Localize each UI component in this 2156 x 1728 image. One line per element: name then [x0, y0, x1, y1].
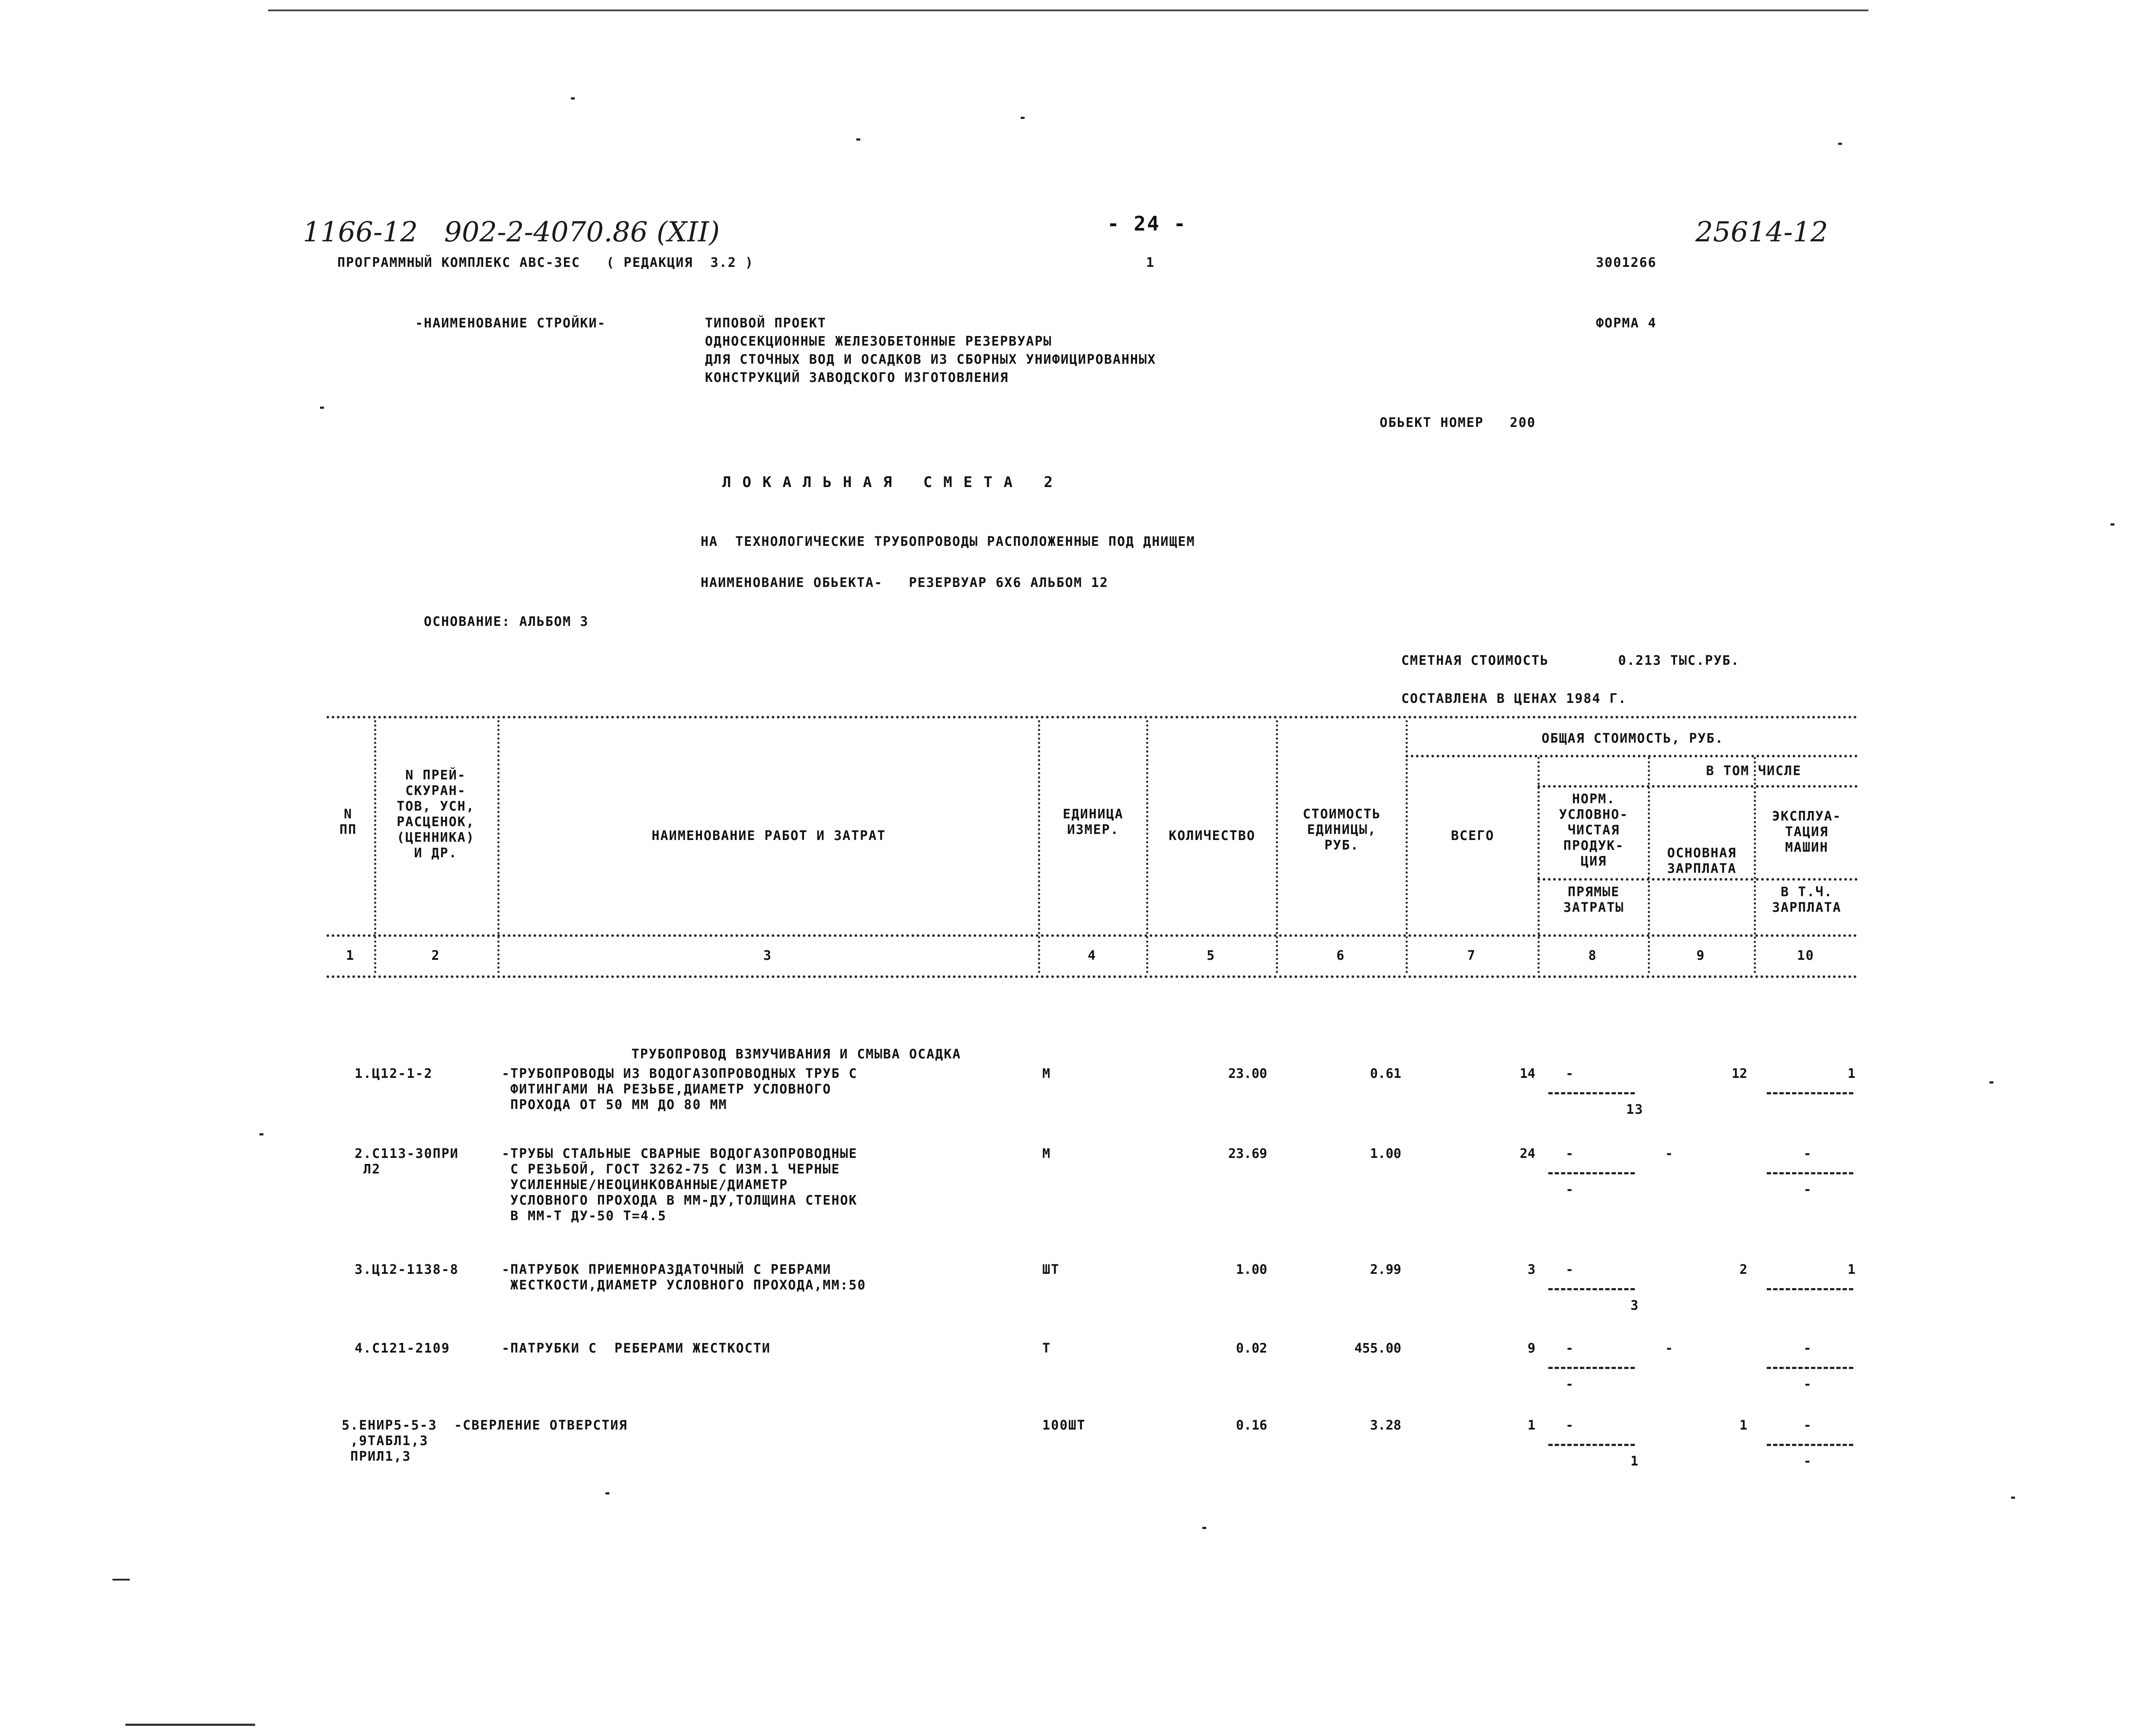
row4-c10-rule — [1767, 1367, 1853, 1369]
row1-qty: 23.00 — [1228, 1066, 1267, 1081]
section-title: ТРУБОПРОВОД ВЗМУЧИВАНИЯ И СМЫВА ОСАДКА — [631, 1047, 961, 1062]
colnum-6: 6 — [1336, 948, 1345, 963]
scan-speck — [605, 1492, 609, 1494]
header-group-total: ОБЩАЯ СТОИМОСТЬ, РУБ. — [1541, 731, 1724, 746]
scan-speck — [125, 1724, 255, 1726]
row1-c9: 12 — [1731, 1066, 1747, 1081]
row2-c10-rule — [1767, 1172, 1853, 1174]
handwritten-sheet-number: 25614-12 — [1695, 216, 1828, 248]
sub-divider — [1538, 878, 1858, 881]
row2-c10b: - — [1803, 1182, 1813, 1197]
row5-name: -СВЕРЛЕНИЕ ОТВЕРСТИЯ — [454, 1418, 628, 1433]
row5-c8b: 1 — [1630, 1454, 1640, 1469]
header-col10-top: ЭКСПЛУА- ТАЦИЯ МАШИН — [1772, 809, 1842, 855]
project-line-1: ТИПОВОЙ ПРОЕКТ — [705, 316, 827, 331]
incl-divider — [1538, 785, 1858, 788]
row5-c10b: - — [1803, 1454, 1813, 1469]
header-col8-bottom: ПРЯМЫЕ ЗАТРАТЫ — [1563, 885, 1624, 915]
col-sep-6 — [1406, 720, 1408, 973]
row3-c8: - — [1565, 1262, 1575, 1277]
row3-c10: 1 — [1847, 1262, 1855, 1277]
row2-code: 2.С113-30ПРИ Л2 — [355, 1146, 459, 1177]
row4-c8-rule — [1548, 1367, 1635, 1369]
row5-c10-rule — [1767, 1444, 1853, 1446]
row5-code: 5.ЕНИР5-5-3 ,9ТАБЛ1,3 ПРИЛ1,3 — [342, 1418, 437, 1464]
row2-c8: - — [1565, 1146, 1575, 1161]
row1-price: 0.61 — [1370, 1066, 1401, 1081]
row4-c8: - — [1565, 1341, 1575, 1356]
row3-c10-rule — [1767, 1288, 1853, 1290]
row4-qty: 0.02 — [1236, 1341, 1267, 1356]
scan-speck — [320, 407, 324, 409]
colnum-10: 10 — [1797, 948, 1815, 963]
row2-qty: 23.69 — [1228, 1146, 1267, 1161]
row4-price: 455.00 — [1354, 1341, 1401, 1356]
colnum-8: 8 — [1588, 948, 1597, 963]
row4-c10b: - — [1803, 1377, 1813, 1392]
scan-speck — [856, 138, 860, 141]
row3-c8-rule — [1548, 1288, 1635, 1290]
col-sep-3 — [1038, 720, 1040, 973]
row5-qty: 0.16 — [1236, 1418, 1267, 1433]
col-sep-2 — [497, 720, 500, 973]
row1-name: -ТРУБОПРОВОДЫ ИЗ ВОДОГАЗОПРОВОДНЫХ ТРУБ С ФИТИНГАМИ НА РЕЗЬБЕ,ДИАМЕТР УСЛОВНОГО ПРОХОДА ОТ 50 ММ ДО 80 ММ — [502, 1066, 858, 1112]
colnum-7: 7 — [1467, 948, 1476, 963]
estimated-cost: СМЕТНАЯ СТОИМОСТЬ 0.213 ТЫС.РУБ. — [1401, 653, 1740, 668]
row2-price: 1.00 — [1370, 1146, 1401, 1161]
page-number: 1 — [1146, 255, 1155, 270]
scan-speck — [2111, 523, 2114, 526]
row3-code: 3.Ц12-1138-8 — [355, 1262, 459, 1277]
object-name: НАИМЕНОВАНИЕ ОБЬЕКТА- РЕЗЕРВУАР 6Х6 АЛЬБОМ 12 — [701, 575, 1108, 590]
row4-code: 4.С121-2109 — [355, 1341, 450, 1356]
row5-unit: 100ШТ — [1042, 1418, 1086, 1433]
basis: ОСНОВАНИЕ: АЛЬБОМ 3 — [424, 614, 589, 629]
row2-c8b: - — [1565, 1182, 1575, 1197]
project-label: -НАИМЕНОВАНИЕ СТРОЙКИ- — [415, 316, 606, 331]
top-rule — [268, 10, 1868, 11]
row1-unit: М — [1042, 1066, 1051, 1081]
row3-qty: 1.00 — [1236, 1262, 1267, 1277]
row1-c10: 1 — [1847, 1066, 1855, 1081]
handwritten-doc-number: 1166-12 902-2-4070.86 (XII) — [303, 216, 720, 248]
row5-price: 3.28 — [1370, 1418, 1401, 1433]
colnum-1: 1 — [346, 948, 355, 963]
scan-speck — [1021, 117, 1025, 119]
scan-speck — [571, 97, 575, 99]
col-sep-9 — [1754, 757, 1756, 973]
project-line-4: КОНСТРУКЦИЙ ЗАВОДСКОГО ИЗГОТОВЛЕНИЯ — [705, 370, 1009, 385]
row3-price: 2.99 — [1370, 1262, 1401, 1277]
row5-total: 1 — [1527, 1418, 1535, 1433]
project-line-2: ОДНОСЕКЦИОННЫЕ ЖЕЛЕЗОБЕТОННЫЕ РЕЗЕРВУАРЫ — [705, 334, 1052, 349]
colnum-9: 9 — [1696, 948, 1705, 963]
scan-speck — [1838, 143, 1842, 145]
row2-c10: - — [1803, 1146, 1813, 1161]
estimate-title: ЛОКАЛЬНАЯ СМЕТА 2 — [722, 474, 1064, 491]
row2-c9: - — [1665, 1146, 1674, 1161]
row4-c9: - — [1665, 1341, 1674, 1356]
object-number: ОБЬЕКТ НОМЕР 200 — [1380, 415, 1536, 430]
row3-c8b: 3 — [1630, 1298, 1640, 1313]
header-col6: СТОИМОСТЬ ЕДИНИЦЫ, РУБ. — [1303, 807, 1381, 853]
row3-total: 3 — [1527, 1262, 1535, 1277]
row5-c9: 1 — [1739, 1418, 1747, 1433]
row5-c10: - — [1803, 1418, 1813, 1433]
row4-unit: Т — [1042, 1341, 1051, 1356]
table-top-border — [327, 716, 1858, 718]
row3-c9: 2 — [1739, 1262, 1747, 1277]
page-marker: - 24 - — [1107, 212, 1187, 235]
scan-speck — [112, 1579, 130, 1581]
row4-c8b: - — [1565, 1377, 1575, 1392]
header-col9: ОСНОВНАЯ ЗАРПЛАТА — [1667, 846, 1737, 876]
row4-name: -ПАТРУБКИ С РЕБЕРАМИ ЖЕСТКОСТИ — [502, 1341, 771, 1356]
header-col2: N ПРЕЙ- СКУРАН- ТОВ, УСН, РАСЦЕНОК, (ЦЕННИКА) И ДР. — [397, 768, 475, 861]
program-line: ПРОГРАММНЫЙ КОМПЛЕКС АВС-3ЕС ( РЕДАКЦИЯ 3.2 ) — [337, 255, 754, 270]
col-sep-4 — [1146, 720, 1148, 973]
column-number-border — [327, 975, 1858, 978]
row4-c10: - — [1803, 1341, 1813, 1356]
scan-speck — [1989, 1081, 1993, 1084]
header-col8-top: НОРМ. УСЛОВНО- ЧИСТАЯ ПРОДУК- ЦИЯ — [1559, 792, 1629, 869]
row1-c8b: 13 — [1626, 1102, 1644, 1117]
header-col1: N ПП — [339, 807, 357, 837]
row3-unit: ШТ — [1042, 1262, 1060, 1277]
row5-c8: - — [1565, 1418, 1575, 1433]
header-bottom-border — [327, 934, 1858, 937]
group-divider — [1406, 755, 1858, 757]
scan-speck — [2011, 1497, 2015, 1499]
code-number: 3001266 — [1596, 255, 1657, 270]
row1-code: 1.Ц12-1-2 — [355, 1066, 433, 1081]
header-col7: ВСЕГО — [1451, 828, 1495, 843]
row3-name: -ПАТРУБОК ПРИЕМНОРАЗДАТОЧНЫЙ С РЕБРАМИ ЖЕСТКОСТИ,ДИАМЕТР УСЛОВНОГО ПРОХОДА,ММ:50 — [502, 1262, 866, 1293]
project-line-3: ДЛЯ СТОЧНЫХ ВОД И ОСАДКОВ ИЗ СБОРНЫХ УНИФИЦИРОВАННЫХ — [705, 352, 1156, 367]
estimate-subject: НА ТЕХНОЛОГИЧЕСКИЕ ТРУБОПРОВОДЫ РАСПОЛОЖЕННЫЕ ПОД ДНИЩЕМ — [701, 534, 1195, 549]
colnum-4: 4 — [1087, 948, 1097, 963]
header-col3: НАИМЕНОВАНИЕ РАБОТ И ЗАТРАТ — [651, 828, 886, 843]
row2-unit: М — [1042, 1146, 1051, 1161]
scan-speck — [1202, 1527, 1206, 1529]
header-col5: КОЛИЧЕСТВО — [1169, 828, 1256, 843]
colnum-2: 2 — [431, 948, 440, 963]
colnum-5: 5 — [1206, 948, 1216, 963]
row1-total: 14 — [1519, 1066, 1535, 1081]
scan-speck — [259, 1133, 263, 1135]
row5-c8-rule — [1548, 1444, 1635, 1446]
header-col10-bottom: В Т.Ч. ЗАРПЛАТА — [1772, 885, 1842, 915]
row2-c8-rule — [1548, 1172, 1635, 1174]
row1-c10-rule — [1767, 1092, 1853, 1094]
row1-c8-rule — [1548, 1092, 1635, 1094]
row1-c8: - — [1565, 1066, 1575, 1081]
header-col4: ЕДИНИЦА ИЗМЕР. — [1063, 807, 1124, 837]
colnum-3: 3 — [763, 948, 772, 963]
row2-name: -ТРУБЫ СТАЛЬНЫЕ СВАРНЫЕ ВОДОГАЗОПРОВОДНЫЕ С РЕЗЬБОЙ, ГОСТ 3262-75 С ИЗМ.1 ЧЕРНЫЕ УСИЛЕННЫЕ/НЕОЦИНКОВАННЫЕ/ДИАМЕТР УСЛОВНОГО ПРОХОДА В ММ-ДУ,ТОЛЩИНА СТЕНОК В ММ-Т ДУ-50 Т=4.5 — [502, 1146, 858, 1224]
form-label: ФОРМА 4 — [1596, 316, 1657, 331]
row4-total: 9 — [1527, 1341, 1535, 1356]
header-group-incl: В ТОМ ЧИСЛЕ — [1706, 763, 1802, 779]
prices-year: СОСТАВЛЕНА В ЦЕНАХ 1984 Г. — [1401, 691, 1627, 706]
row2-total: 24 — [1519, 1146, 1535, 1161]
